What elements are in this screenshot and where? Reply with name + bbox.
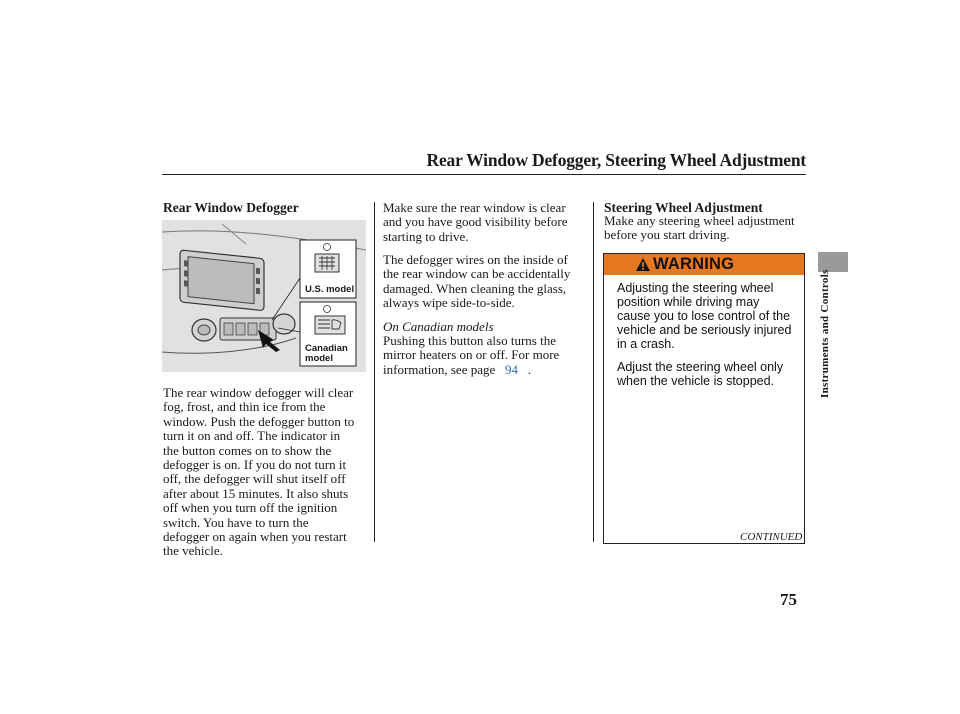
- section-side-label-text: Instruments and Controls: [819, 269, 831, 398]
- text-line: when the vehicle is stopped.: [617, 374, 775, 388]
- warning-triangle-icon: [635, 257, 651, 272]
- text-line: defogger is on. If you do not turn it: [163, 457, 347, 473]
- page-reference-link[interactable]: 94: [505, 361, 519, 377]
- text-line: defogger on again when you restart: [163, 529, 347, 545]
- text-line: Make any steering wheel adjustment: [604, 213, 795, 228]
- rear-defogger-heading: Rear Window Defogger: [163, 200, 299, 215]
- text-line: turn it on and off. The indicator in: [163, 428, 341, 444]
- text-line: before you start driving.: [604, 227, 730, 243]
- defogger-description: [163, 386, 354, 559]
- text-fragment: information, see page: [383, 361, 496, 377]
- text-line: cause you to lose control of the: [617, 309, 791, 323]
- text-line: damaged. When cleaning the glass,: [383, 280, 567, 296]
- text-line: position while driving may: [617, 295, 760, 309]
- text-fragment: .: [527, 361, 532, 377]
- text-line: [383, 363, 559, 377]
- text-line: after about 15 minutes. It also shuts: [163, 485, 349, 501]
- text-line: The defogger wires on the inside of: [383, 252, 568, 267]
- us-model-label: U.S. model: [305, 284, 355, 295]
- text-line: off, the defogger will shut itself off: [163, 471, 346, 487]
- canadian-model-label: [305, 344, 348, 364]
- defogger-illustration: [162, 220, 366, 372]
- column-divider-right: [593, 202, 594, 542]
- canadian-models-note: On Canadian models: [383, 319, 494, 334]
- text-line: and you have good visibility before: [383, 214, 568, 230]
- text-line: Make sure the rear window is clear: [383, 200, 566, 215]
- header-divider: [162, 174, 806, 175]
- text-line: mirror heaters on or off. For more: [383, 347, 560, 363]
- steering-intro: [604, 214, 795, 243]
- continued-marker: CONTINUED: [740, 531, 803, 543]
- text-line: starting to drive.: [383, 228, 469, 244]
- canadian-label-line: Canadian: [305, 343, 348, 354]
- text-line: switch. You have to turn the: [163, 514, 309, 530]
- text-line: fog, frost, and thin ice from the: [163, 399, 326, 415]
- text-line: the button comes on to show the: [163, 442, 332, 458]
- text-line: off when you turn off the ignition: [163, 500, 338, 516]
- text-line: vehicle and be seriously injured: [617, 323, 792, 337]
- text-line: always wipe side-to-side.: [383, 295, 515, 311]
- mirror-heaters-paragraph: [383, 334, 559, 377]
- text-line: the rear window can be accidentally: [383, 266, 571, 282]
- text-line: the vehicle.: [163, 543, 223, 559]
- column-divider-left: [374, 202, 375, 542]
- page-title: Rear Window Defogger, Steering Wheel Adjustment: [426, 150, 806, 170]
- text-line: Adjusting the steering wheel: [617, 281, 774, 295]
- warning-text-1: [617, 281, 791, 351]
- wires-paragraph: [383, 253, 570, 311]
- warning-title: WARNING: [653, 255, 735, 273]
- warning-text-2: [617, 360, 783, 388]
- text-line: in a crash.: [617, 337, 675, 351]
- visibility-paragraph: [383, 201, 568, 244]
- section-side-label: [819, 269, 831, 398]
- text-line: Adjust the steering wheel only: [617, 360, 784, 374]
- page-number: 75: [780, 590, 797, 609]
- text-line: The rear window defogger will clear: [163, 385, 354, 400]
- warning-banner: [604, 254, 804, 275]
- text-line: window. Push the defogger button to: [163, 413, 355, 429]
- steering-heading: Steering Wheel Adjustment: [604, 200, 763, 215]
- canadian-label-line: model: [305, 353, 333, 364]
- text-line: Pushing this button also turns the: [383, 333, 556, 348]
